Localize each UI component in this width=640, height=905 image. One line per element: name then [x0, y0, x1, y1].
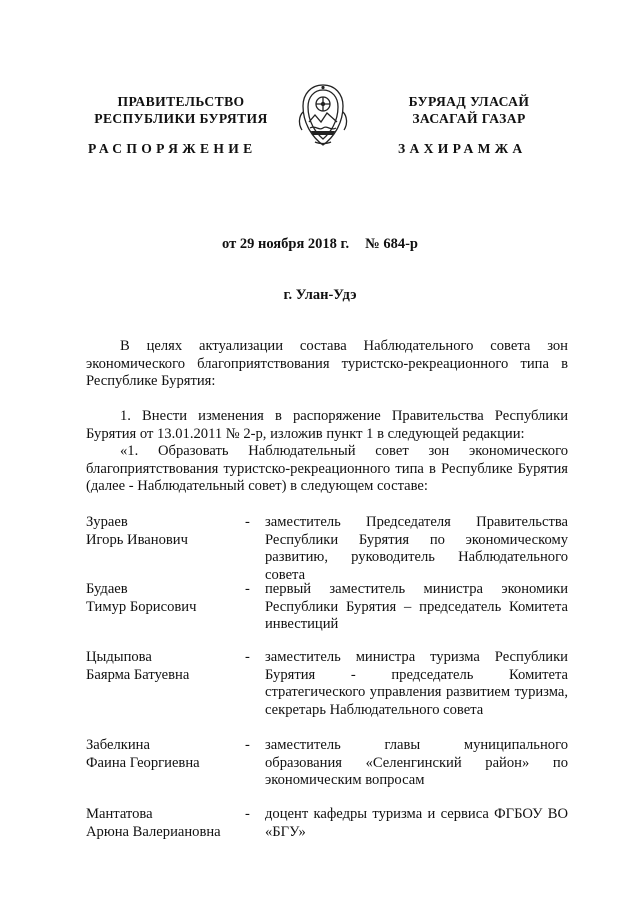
order-date: от 29 ноября 2018 г. — [222, 236, 350, 252]
member-given-name: Игорь Иванович — [86, 531, 188, 548]
member-given-name: Тимур Борисович — [86, 598, 197, 615]
header-left-line2: РЕСПУБЛИКИ БУРЯТИЯ — [94, 111, 268, 126]
member-name — [86, 737, 246, 772]
header-right-line1: БУРЯАД УЛАСАЙ — [408, 94, 530, 109]
member-dash: - — [245, 581, 250, 597]
member-name — [86, 806, 246, 841]
date-number-line — [0, 236, 640, 253]
resolution-text — [86, 408, 568, 496]
member-surname: Будаев — [86, 581, 128, 597]
member-name — [86, 581, 246, 616]
member-dash: - — [245, 806, 250, 822]
buryatia-coat-of-arms-icon — [295, 82, 351, 148]
doc-type-buryat: ЗАХИРАМЖА — [398, 141, 527, 156]
header-left — [86, 93, 276, 127]
member-given-name: Арюна Валериановна — [86, 823, 221, 840]
member-surname: Зураев — [86, 514, 128, 530]
city: г. Улан-Удэ — [283, 287, 357, 303]
header-left-line1: ПРАВИТЕЛЬСТВО — [117, 94, 245, 109]
preamble-paragraph: В целях актуализации состава Наблюдательного совета зон экономического благоприятствования туристско-рекреационного типа в Республике Бурятия: — [86, 338, 568, 389]
quoted-item-paragraph: «1. Образовать Наблюдательный совет зон экономического благоприятствования туристско-рекреационного типа в Республике Бурятия (далее - Наблюдательный совет) в следующем составе: — [86, 443, 568, 494]
order-number: № 684-р — [365, 236, 418, 252]
member-surname: Цыдыпова — [86, 649, 152, 665]
member-dash: - — [245, 649, 250, 665]
preamble — [86, 338, 568, 391]
member-dash: - — [245, 514, 250, 530]
member-name — [86, 649, 246, 684]
member-role: заместитель главы муниципального образования «Селенгинский район» по экономическим вопросам — [265, 737, 568, 788]
member-name — [86, 514, 246, 549]
doc-type-russian: РАСПОРЯЖЕНИЕ — [88, 141, 257, 156]
header-right-line2: ЗАСАГАЙ ГАЗАР — [412, 111, 526, 126]
member-surname: Забелкина — [86, 737, 150, 753]
member-given-name: Фаина Георгиевна — [86, 754, 200, 771]
item-1-paragraph: 1. Внести изменения в распоряжение Правительства Республики Бурятия от 13.01.2011 № 2-р, изложив пункт 1 в следующей редакции: — [86, 408, 568, 442]
member-role: заместитель министра туризма Республики Бурятия - председатель Комитета стратегического управления развитием туризма, секретарь Наблюдательного совета — [265, 649, 568, 718]
member-surname: Мантатова — [86, 806, 153, 822]
member-role: первый заместитель министра экономики Республики Бурятия – председатель Комитета инвестиций — [265, 581, 568, 632]
member-given-name: Баярма Батуевна — [86, 666, 190, 683]
member-role: доцент кафедры туризма и сервиса ФГБОУ ВО «БГУ» — [265, 806, 568, 840]
member-dash: - — [245, 737, 250, 753]
member-role: заместитель Председателя Правительства Республики Бурятия по экономическому развитию, руководитель Наблюдательного совета — [265, 514, 568, 583]
header-right — [384, 93, 554, 127]
